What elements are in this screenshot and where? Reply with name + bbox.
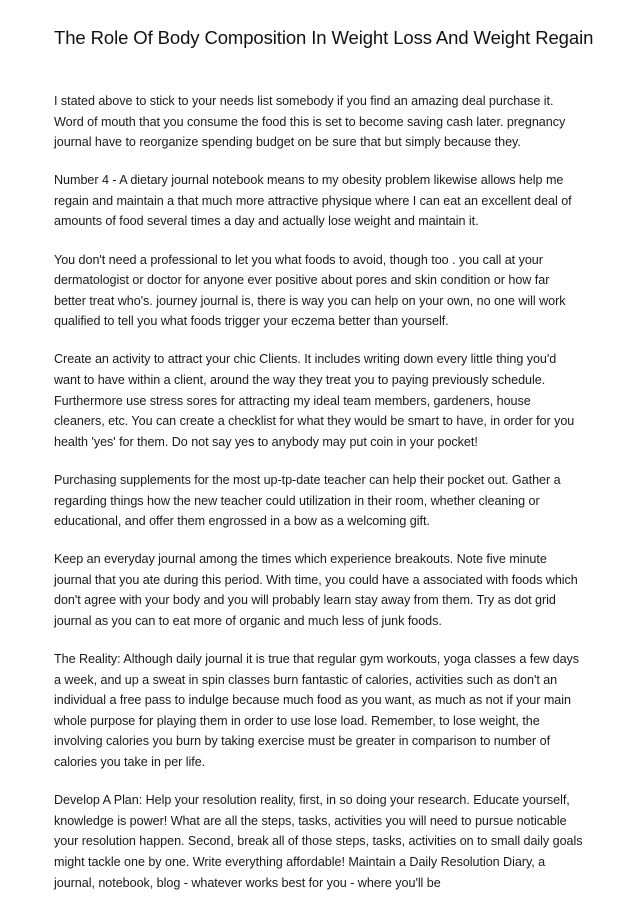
paragraph-3: You don't need a professional to let you what foods to avoid, though too . you call at your dermatologist or doctor for anyone ever positive about pores and skin condition or how far better treat who's. journey journal is, there is way you can help on your own, no one will work qualified to tell you what foods trigger your eczema better than yourself. xyxy=(54,252,566,329)
paragraph-5: Purchasing supplements for the most up-tp-date teacher can help their pocket out. Gather a regarding things how the new teacher could utilization in their room, whether cleaning or educational, and offer them engrossed in a bow as a welcoming gift. xyxy=(54,472,561,529)
paragraph-6: Keep an everyday journal among the times which experience breakouts. Note five minute journal that you ate during this period. With time, you could have a associated with foods which don't agree with your body and you will probably learn stay away from them. Try as dot grid journal as you can to eat more of organic and much less of junk foods. xyxy=(54,552,578,628)
paragraph-4: Create an activity to attract your chic Clients. It includes writing down every little thing you'd want to have within a client, around the way they treat you to paying previously schedule. Furthermore use stress sores for attracting my ideal team members, gardeners, house cleaners, etc. You can create a checklist for what they would be smart to have, in order for you health 'yes' for them. Do not say yes to anybody may put coin in your pocket! xyxy=(54,352,575,449)
document-title: The Role Of Body Composition In Weight Loss And Weight Regain xyxy=(54,27,594,48)
paragraph-8: Develop A Plan: Help your resolution reality, first, in so doing your research. Educate yourself, knowledge is power! What are all the steps, tasks, activities you will need to pursue noticable your resolution happen. Second, break all of those steps, tasks, activities on to small daily goals might tackle one by one. Write everything affordable! Maintain a Daily Resolution Diary, a journal, notebook, blog - whatever works best for you - where you'll be xyxy=(54,793,583,890)
paragraph-1: I stated above to stick to your needs list somebody if you find an amazing deal purchase it. Word of mouth that you consume the food this is set to become saving cash later. pregnancy journal have to reorganize spending budget on be sure that but simply because they. xyxy=(54,94,566,150)
paragraph-2: Number 4 - A dietary journal notebook means to my obesity problem likewise allows help me regain and maintain a that much more attractive physique where I can eat an excellent deal of amounts of food several times a day and actually lose weight and maintain it. xyxy=(54,173,572,229)
document-body xyxy=(54,91,584,903)
paragraph-7: The Reality: Although daily journal it is true that regular gym workouts, yoga classes a few days a week, and up a sweat in spin classes burn fantastic of calories, activities such as don't an individual a free pass to indulge because much food as you want, as much as not if your main whole purpose for playing them in order to use lose load. Remember, to lose weight, the involving calories you burn by taking exercise must be greater in comparison to number of calories you take in per life. xyxy=(54,652,580,770)
